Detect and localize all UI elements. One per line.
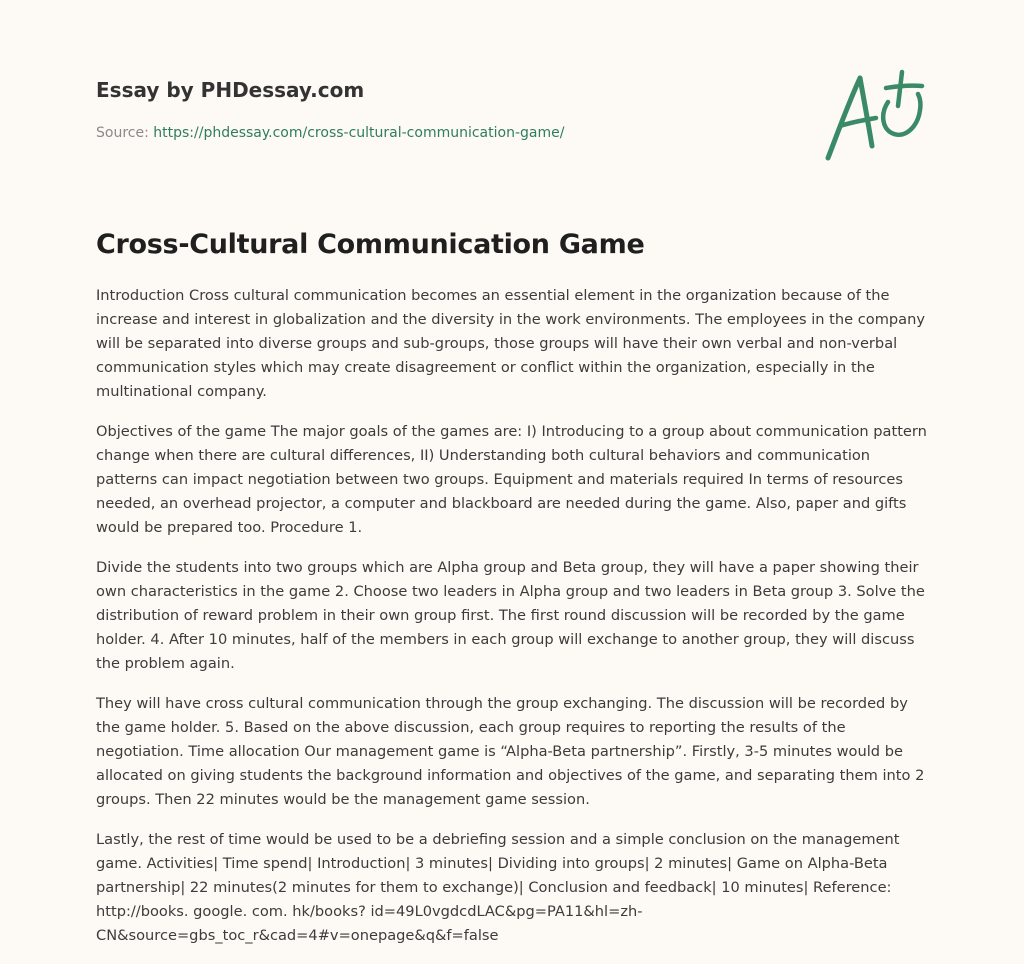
essay-paragraph: Objectives of the game The major goals of the games are: I) Introducing to a group about communication pattern change when there are cultural differences, II) Understanding both cultural behaviors and communication patterns can impact negotiation between two groups. Equipment and materials required In terms of resources needed, an overhead projector, a computer and blackboard are needed during the game. Also, paper and gifts would be prepared too. Procedure 1. <box>96 423 927 536</box>
essay-paragraph: Lastly, the rest of time would be used to be a debriefing session and a simple conclusion on the management game. Activities| Time spend| Introduction| 3 minutes| Dividing into groups| 2 minutes| Game on Alpha-Beta partnership| 22 minutes(2 minutes for them to exchange)| Conclusion and feedback| 10 minutes| Reference: http://books. google. com. hk/books? id=49L0vgdcdLAC&pg=PA11&hl=zh-CN&source=gbs_toc_r&cad=4#v=onepage&q&f=false <box>96 831 900 944</box>
essay-body <box>96 284 934 964</box>
source-line <box>96 123 796 143</box>
essay-title: Cross-Cultural Communication Game <box>96 229 645 260</box>
source-label: Source: <box>96 125 154 141</box>
essay-paragraph: They will have cross cultural communication through the group exchanging. The discussion will be recorded by the game holder. 5. Based on the above discussion, each group requires to reporting the results of the negotiation. Time allocation Our management game is “Alpha-Beta partnership”. Firstly, 3-5 minutes would be allocated on giving students the background information and objectives of the game, and separating them into 2 groups. Then 22 minutes would be the management game session. <box>96 695 925 808</box>
source-link[interactable]: https://phdessay.com/cross-cultural-communication-game/ <box>153 125 565 141</box>
essay-paragraph: Divide the students into two groups which are Alpha group and Beta group, they will have a paper showing their own characteristics in the game 2. Choose two leaders in Alpha group and two leaders in Beta group 3. Solve the distribution of reward problem in their own group first. The first round discussion will be recorded by the game holder. 4. After 10 minutes, half of the members in each group will exchange to another group, they will discuss the problem again. <box>96 559 925 672</box>
page-header <box>96 74 796 143</box>
a-plus-logo-icon <box>818 66 934 166</box>
brand-title: Essay by PHDessay.com <box>96 78 365 102</box>
essay-paragraph: Introduction Cross cultural communication becomes an essential element in the organization because of the increase and interest in globalization and the diversity in the work environments. The employees in the company will be separated into diverse groups and sub-groups, those groups will have their own verbal and non-verbal communication styles which may create disagreement or conflict within the organization, especially in the multinational company. <box>96 287 926 400</box>
